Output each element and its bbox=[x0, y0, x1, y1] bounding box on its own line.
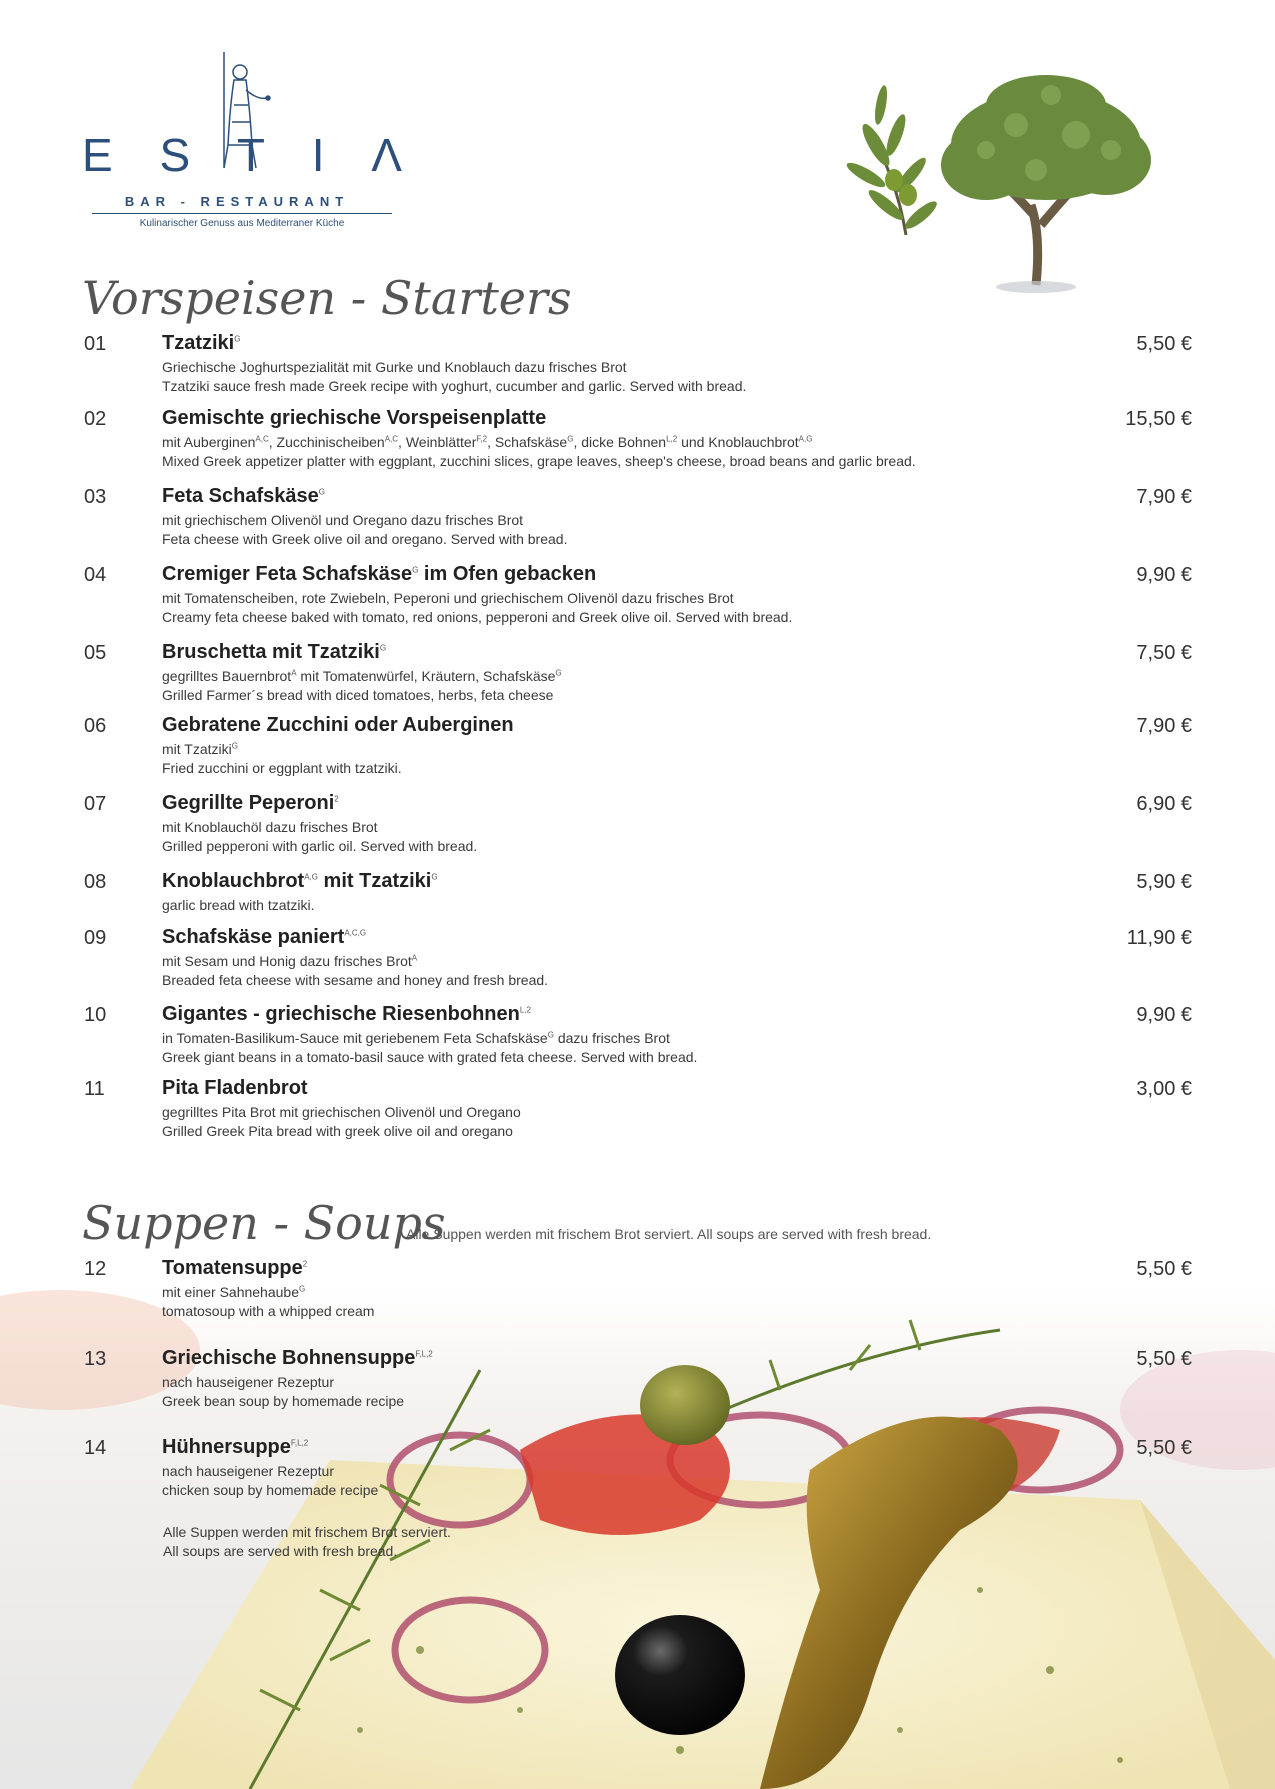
allergen-code: 2 bbox=[302, 1259, 308, 1269]
allergen-code: A,C,G bbox=[344, 928, 367, 938]
item-number: 11 bbox=[84, 1078, 105, 1100]
olive-tree-icon bbox=[836, 55, 1196, 295]
brand-subtitle: BAR - RESTAURANT bbox=[124, 194, 350, 209]
allergen-code: G bbox=[567, 434, 574, 444]
item-number: 04 bbox=[84, 564, 107, 586]
allergen-code: A bbox=[291, 668, 297, 678]
item-description-en: Mixed Greek appetizer platter with eggplant, zucchini slices, grape leaves, sheep's cheese, broad beans and garlic bread. bbox=[162, 453, 916, 469]
item-description-de: mit griechischem Olivenöl und Oregano dazu frisches Brot bbox=[162, 512, 524, 528]
item-number: 09 bbox=[84, 927, 107, 949]
allergen-code: F,L,2 bbox=[415, 1349, 433, 1359]
item-number: 03 bbox=[84, 486, 107, 508]
item-description-en: tomatosoup with a whipped cream bbox=[162, 1303, 375, 1319]
allergen-code: G bbox=[234, 334, 241, 344]
item-description-de: garlic bread with tzatziki. bbox=[162, 897, 315, 913]
item-name: Tzatziki$^G$ bbox=[162, 332, 241, 354]
section-title-soups: Suppen - Soups bbox=[82, 1196, 446, 1250]
item-price: 7,90 € bbox=[1136, 486, 1192, 508]
item-price: 5,50 € bbox=[1136, 1348, 1192, 1370]
item-price: 15,50 € bbox=[1125, 408, 1192, 430]
item-description-de: mit einer Sahnehaube$^G$ bbox=[162, 1284, 306, 1300]
item-description-en: Fried zucchini or eggplant with tzatziki. bbox=[162, 760, 402, 776]
item-price: 6,90 € bbox=[1136, 793, 1192, 815]
item-description-en: Grilled pepperoni with garlic oil. Served with bread. bbox=[162, 838, 478, 854]
brand-tagline: Kulinarischer Genuss aus Mediterraner Küche bbox=[139, 218, 345, 229]
allergen-code: A,C bbox=[255, 434, 269, 444]
item-description-de: nach hauseigener Rezeptur bbox=[162, 1374, 335, 1390]
item-description-en: Breaded feta cheese with sesame and honey and fresh bread. bbox=[162, 972, 549, 988]
item-description-de: mit Auberginen$^{A,C}$, Zucchinischeiben$^{A,C}$, Weinblätter$^{F,2}$, Schafskäse$^G$, dicke Bohnen$^{L,2}$ und Knoblauchbrot$^{A,G}$ bbox=[162, 434, 813, 450]
item-name: Gemischte griechische Vorspeisenplatte bbox=[162, 407, 547, 429]
item-price: 7,50 € bbox=[1136, 642, 1192, 664]
item-description-en: Grilled Farmer´s bread with diced tomatoes, herbs, feta cheese bbox=[162, 687, 554, 703]
item-number: 01 bbox=[84, 333, 107, 355]
item-description-en: Grilled Greek Pita bread with greek olive oil and oregano bbox=[162, 1123, 513, 1139]
item-name: Griechische Bohnensuppe$^{F,L,2}$ bbox=[162, 1347, 433, 1369]
item-name: Pita Fladenbrot bbox=[162, 1077, 308, 1099]
brand-wordmark bbox=[82, 128, 402, 182]
allergen-code: G bbox=[412, 565, 419, 575]
item-number: 05 bbox=[84, 642, 107, 664]
brand-letter: T bbox=[236, 129, 265, 181]
brand-letter: E bbox=[82, 129, 113, 181]
item-name: Schafskäse paniert$^{A,C,G}$ bbox=[162, 926, 367, 948]
allergen-code: A bbox=[411, 953, 418, 963]
allergen-code: G bbox=[231, 741, 238, 751]
section-title-starters: Vorspeisen - Starters bbox=[82, 271, 572, 325]
allergen-code: G bbox=[299, 1284, 306, 1294]
allergen-code: A,C bbox=[384, 434, 399, 444]
allergen-code: G bbox=[318, 487, 325, 497]
allergen-code: A,G bbox=[304, 872, 318, 882]
soups-note: Alle Suppen werden mit frischem Brot serviert. All soups are served with fresh bread. bbox=[406, 1226, 932, 1242]
item-name: Tomatensuppe$^2$ bbox=[162, 1257, 308, 1279]
item-description-de: mit Knoblauchöl dazu frisches Brot bbox=[162, 819, 378, 835]
item-name: Hühnersuppe$^{F,L,2}$ bbox=[162, 1436, 309, 1458]
item-price: 11,90 € bbox=[1126, 927, 1192, 949]
item-price: 9,90 € bbox=[1136, 564, 1192, 586]
item-description-de: mit Sesam und Honig dazu frisches Brot$^A$ bbox=[162, 953, 418, 969]
item-description-en: Creamy feta cheese baked with tomato, red onions, pepperoni and Greek olive oil. Served with bread. bbox=[162, 609, 793, 625]
item-price: 9,90 € bbox=[1136, 1004, 1192, 1026]
brand-divider bbox=[92, 213, 392, 214]
item-description-de: gegrilltes Bauernbrot$^A$ mit Tomatenwürfel, Kräutern, Schafskäse$^G$ bbox=[162, 668, 562, 684]
brand-letter: S bbox=[159, 129, 191, 181]
item-name: Gegrillte Peperoni$^2$ bbox=[162, 792, 339, 814]
item-description-en: Feta cheese with Greek olive oil and oregano. Served with bread. bbox=[162, 531, 568, 547]
item-number: 10 bbox=[84, 1004, 107, 1026]
allergen-code: F,L,2 bbox=[290, 1438, 309, 1448]
brand-letter: I bbox=[311, 129, 325, 181]
allergen-code: G bbox=[431, 872, 438, 882]
item-name: Gigantes - griechische Riesenbohnen$^{L,2}$ bbox=[162, 1003, 531, 1025]
item-description-en: Greek bean soup by homemade recipe bbox=[162, 1393, 405, 1409]
item-number: 08 bbox=[84, 871, 107, 893]
brand-letter: Λ bbox=[371, 129, 402, 181]
item-price: 7,90 € bbox=[1136, 715, 1192, 737]
item-price: 5,50 € bbox=[1136, 1258, 1192, 1280]
item-price: 3,00 € bbox=[1136, 1078, 1192, 1100]
item-name: Feta Schafskäse$^G$ bbox=[162, 485, 325, 507]
item-name: Knoblauchbrot$^{A,G}$ mit Tzatziki$^G$ bbox=[162, 870, 438, 892]
item-name: Bruschetta mit Tzatziki$^G$ bbox=[162, 641, 387, 663]
item-description-en: Greek giant beans in a tomato-basil sauce with grated feta cheese. Served with bread. bbox=[162, 1049, 698, 1065]
item-number: 06 bbox=[84, 715, 107, 737]
soups-footer-de: Alle Suppen werden mit frischem Brot serviert. bbox=[163, 1524, 451, 1540]
item-number: 13 bbox=[84, 1348, 107, 1370]
item-number: 12 bbox=[84, 1258, 107, 1280]
allergen-code: L,2 bbox=[519, 1005, 531, 1015]
item-description-de: in Tomaten-Basilikum-Sauce mit geriebenem Feta Schafskäse$^G$ dazu frisches Brot bbox=[162, 1030, 670, 1046]
item-number: 02 bbox=[84, 408, 107, 430]
estia-logo bbox=[82, 50, 402, 235]
item-description-en: Tzatziki sauce fresh made Greek recipe with yoghurt, cucumber and garlic. Served with bread. bbox=[162, 378, 747, 394]
item-name: Gebratene Zucchini oder Auberginen bbox=[162, 714, 514, 736]
allergen-code: L,2 bbox=[666, 434, 678, 444]
soups-footer-en: All soups are served with fresh bread. bbox=[163, 1543, 398, 1559]
item-description-de: mit Tomatenscheiben, rote Zwiebeln, Peperoni und griechischem Olivenöl dazu frisches Brot bbox=[162, 590, 734, 606]
item-description-de: gegrilltes Pita Brot mit griechischen Olivenöl und Oregano bbox=[162, 1104, 521, 1120]
item-number: 07 bbox=[84, 793, 107, 815]
item-description-en: chicken soup by homemade recipe bbox=[162, 1482, 379, 1498]
allergen-code: A,G bbox=[798, 434, 813, 444]
item-description-de: Griechische Joghurtspezialität mit Gurke und Knoblauch dazu frisches Brot bbox=[162, 359, 627, 375]
item-description-de: nach hauseigener Rezeptur bbox=[162, 1463, 335, 1479]
allergen-code: G bbox=[547, 1030, 554, 1040]
item-price: 5,90 € bbox=[1136, 871, 1192, 893]
item-price: 5,50 € bbox=[1136, 333, 1192, 355]
allergen-code: 2 bbox=[334, 794, 339, 804]
item-number: 14 bbox=[84, 1437, 107, 1459]
allergen-code: G bbox=[555, 668, 562, 678]
item-description-de: mit Tzatziki$^G$ bbox=[162, 741, 238, 757]
allergen-code: F,2 bbox=[476, 434, 488, 444]
item-price: 5,50 € bbox=[1136, 1437, 1192, 1459]
allergen-code: G bbox=[379, 643, 387, 653]
item-name: Cremiger Feta Schafskäse$^G$ im Ofen gebacken bbox=[162, 563, 597, 585]
